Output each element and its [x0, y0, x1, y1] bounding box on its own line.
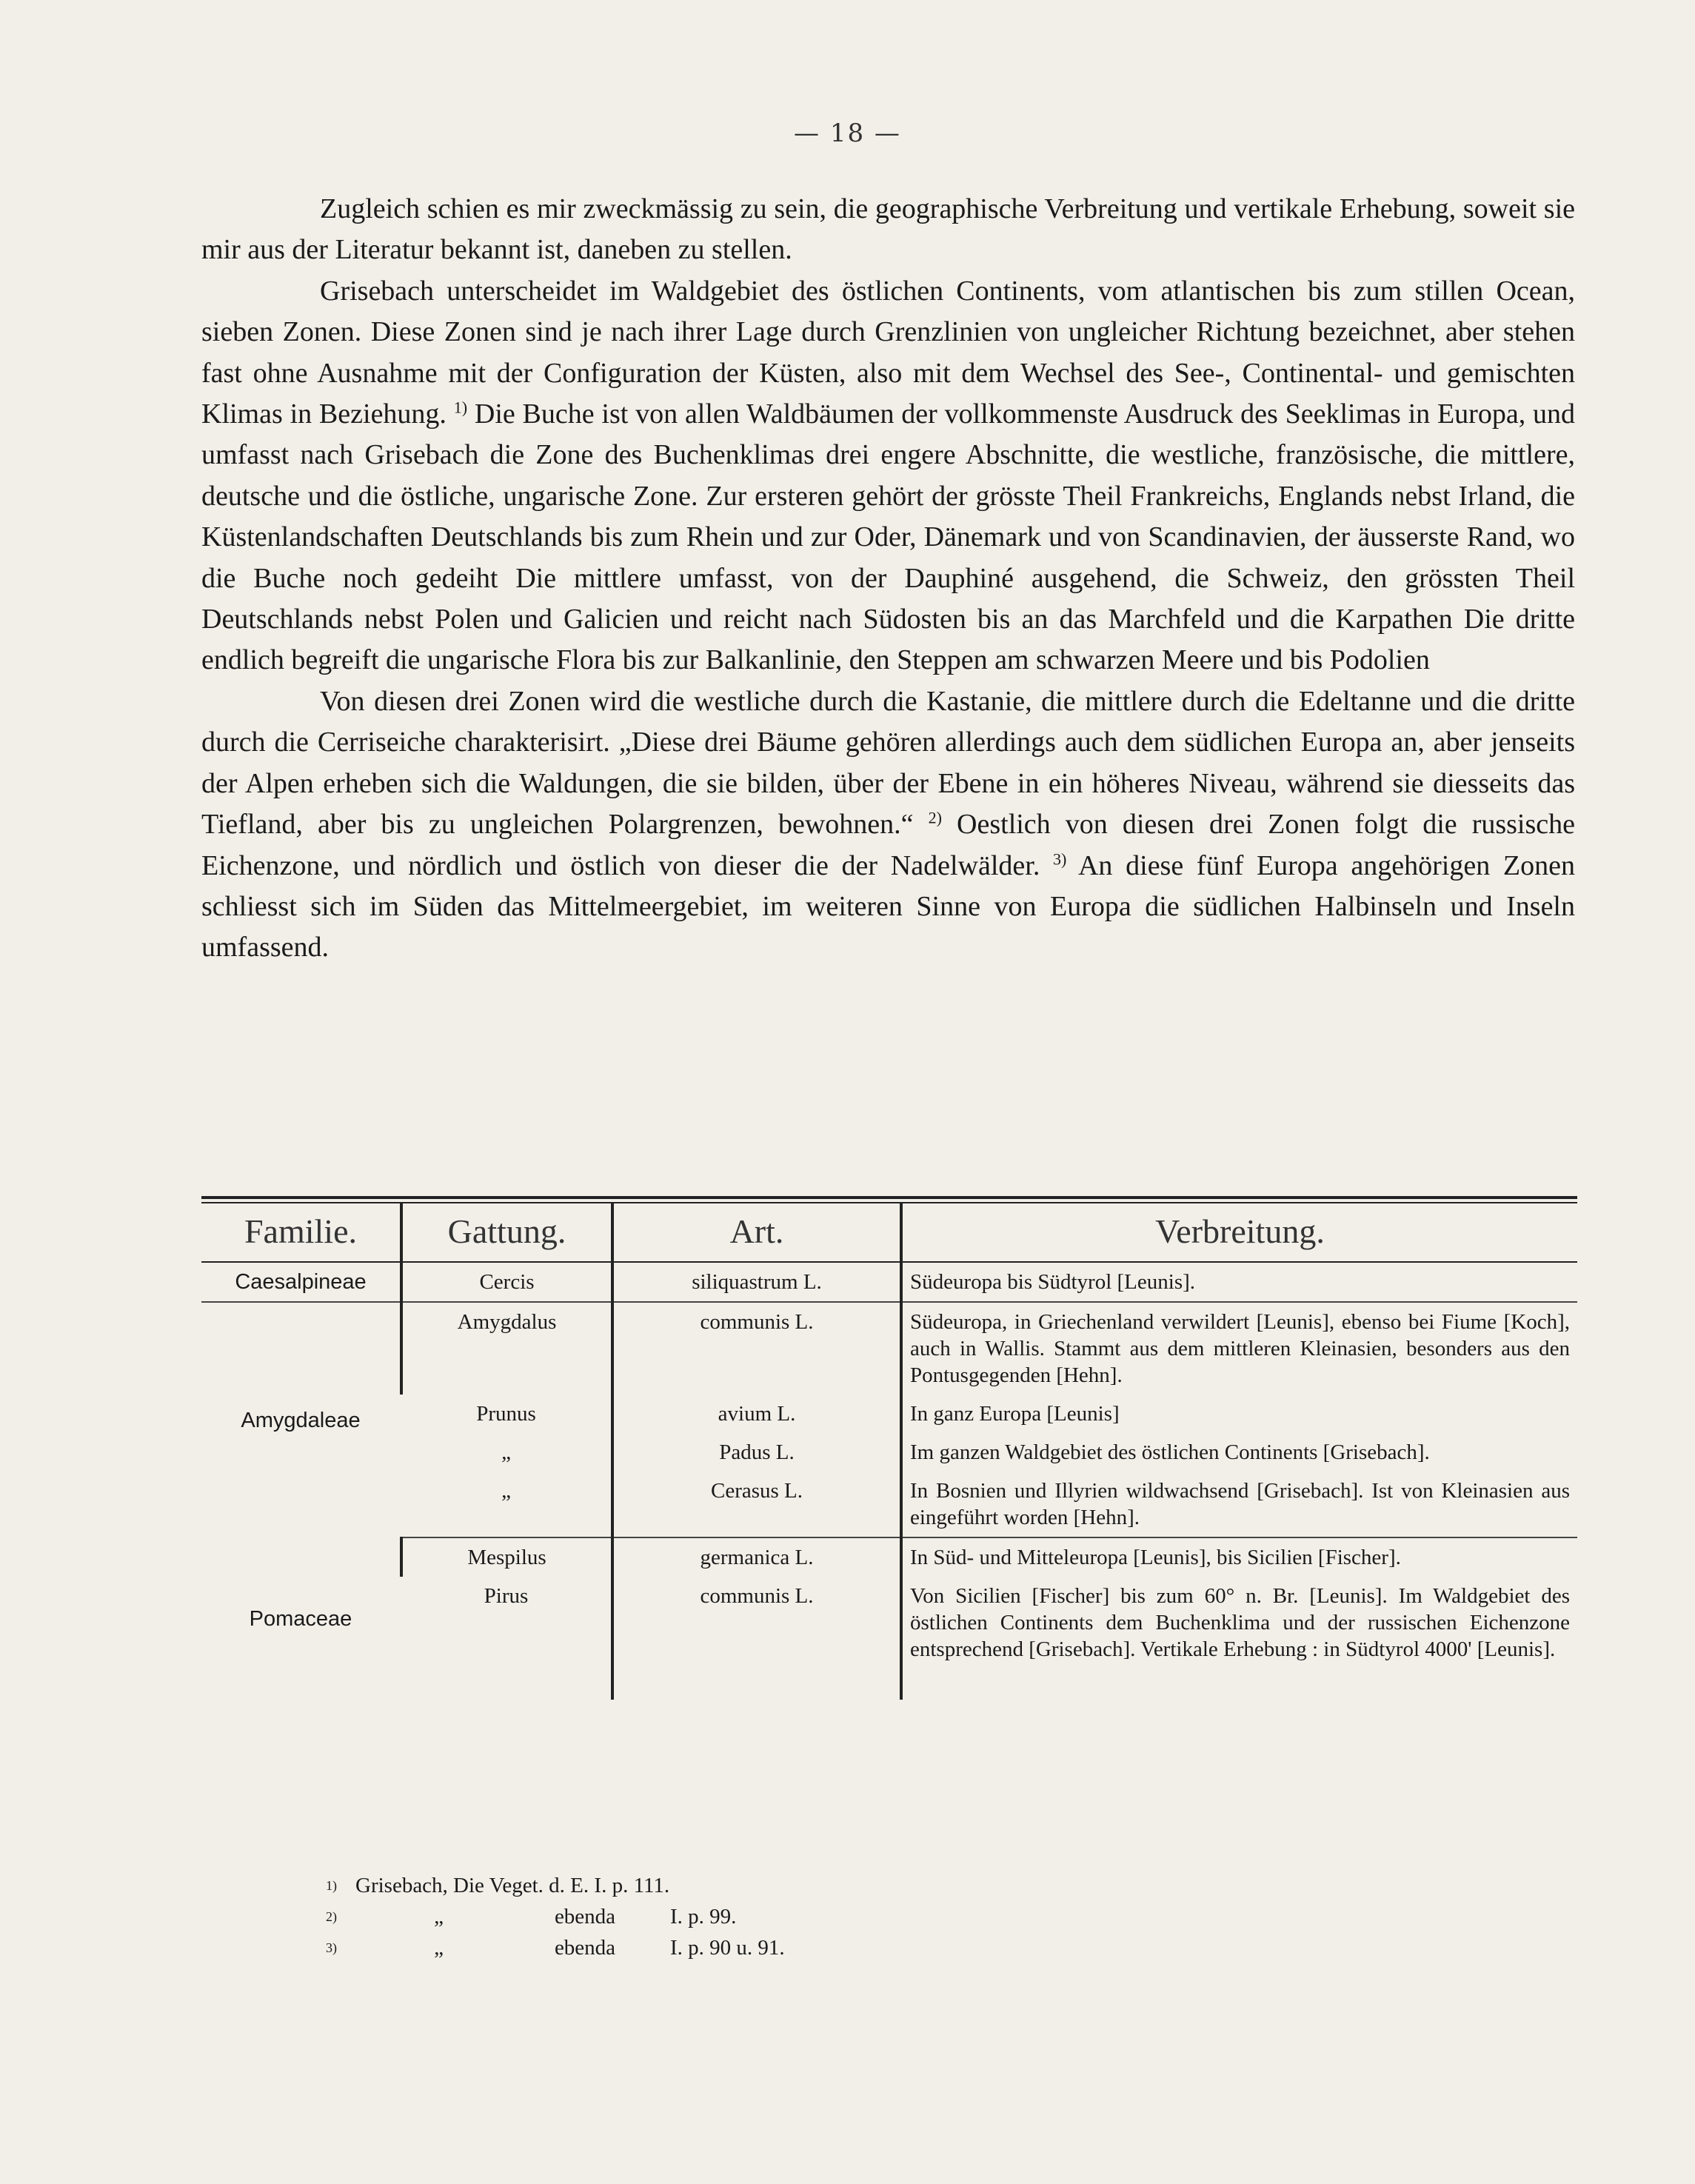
footnote-3: [326, 1932, 1066, 1963]
table-row: [201, 1537, 1577, 1577]
verbreitung-cell: Im ganzen Waldgebiet des östlichen Continents [Grisebach].: [901, 1433, 1577, 1472]
footnote-source: Grisebach, Die Veget. d. E.: [355, 1874, 589, 1897]
art-cell: communis L.: [612, 1577, 901, 1700]
paragraph-3: Von diesen drei Zonen wird die westliche durch die Kastanie, die mittlere durch die Edeltanne und die dritte durch die Cerriseiche charakterisirt. „Diese drei Bäume gehören allerdings auch dem südlichen Europa an, aber jenseits der Alpen erheben sich die Waldungen, die sie bilden, über der Ebene in ein höheres Niveau, während sie diesseits das Tiefland, aber bis zu ungleichen Polargrenzen, bewohnen.“ $^{2)}$ Oestlich von diesen drei Zonen folgt die russische Eichenzone, und nördlich und östlich von dieser die der Nadelwälder. $^{3)}$ An diese fünf Europa angehörigen Zonen schliesst sich im Süden das Mittelmeergebiet, im weiteren Sinne von Europa die südlichen Halbinseln und Inseln umfassend.: [201, 685, 1576, 964]
header-familie: Familie.: [201, 1203, 401, 1262]
body-text: [201, 189, 1575, 969]
verbreitung-cell: Von Sicilien [Fischer] bis zum 60° n. Br. [Leunis]. Im Waldgebiet des östlichen Continents dem Buchenklima und der russischen Eichenzone entsprechend [Grisebach]. Vertikale Erhebung : in Südtyrol 4000' [Leunis].: [901, 1577, 1577, 1700]
distribution-table: [201, 1196, 1577, 1700]
gattung-cell: Prunus: [476, 1402, 536, 1426]
footnote-page: I. p. 99.: [670, 1905, 737, 1928]
verbreitung-cell: Südeuropa, in Griechenland verwildert [Leunis], ebenso bei Fiume [Koch], auch in Wallis. Stammt aus dem mittleren Kleinasien, besonders aus den Pontusgegenden [Hehn].: [901, 1302, 1577, 1395]
page-number: — 18 —: [794, 118, 901, 148]
footnote-ref-2: 2): [928, 808, 942, 827]
table-row: [201, 1262, 1577, 1302]
art-cell: Padus L.: [612, 1433, 901, 1472]
header-gattung: Gattung.: [401, 1203, 612, 1262]
table-top-rule: [201, 1196, 1577, 1203]
gattung-cell: Cercis: [401, 1262, 612, 1302]
header-verbreitung: Verbreitung.: [901, 1203, 1577, 1262]
footnote-number: 1): [326, 1878, 337, 1893]
table-row: [201, 1472, 1577, 1537]
gattung-cell: Pirus: [484, 1584, 529, 1608]
art-cell: avium L.: [612, 1395, 901, 1433]
paragraph-2: Grisebach unterscheidet im Waldgebiet des östlichen Continents, vom atlantischen bis zum stillen Ocean, sieben Zonen. Diese Zonen sind je nach ihrer Lage durch Grenzlinien von ungleicher Richtung bezeichnet, aber stehen fast ohne Ausnahme mit der Configuration der Küsten, also mit dem Wechsel des See-, Continental- und gemischten Klimas in Beziehung. $^{1)}$ Die Buche ist von allen Waldbäumen der vollkommenste Ausdruck des Seeklimas in Europa, und umfasst nach Grisebach die Zone des Buchenklimas drei engere Abschnitte, die westliche, französische, die mittlere, deutsche und die östliche, ungarische Zone. Zur ersteren gehört der grösste Theil Frankreichs, Englands nebst Irland, die Küstenlandschaften Deutschlands bis zum Rhein und zur Oder, Dänemark und von Scandinavien, der äusserste Rand, wo die Buche noch gedeiht Die mittlere umfasst, von der Dauphiné ausgehend, die Schweiz, den grössten Theil Deutschlands nebst Polen und Galicien und reicht nach Südosten bis an das Marchfeld und die Karpathen Die dritte endlich begreift die ungarische Flora bis zur Balkanlinie, den Steppen am schwarzen Meere und bis Podolien: [201, 275, 1575, 676]
art-cell: communis L.: [612, 1302, 901, 1395]
gattung-cell: Amygdalus: [401, 1302, 612, 1395]
table-row: [201, 1302, 1577, 1395]
table-row: [201, 1433, 1577, 1472]
gattung-cell: „: [501, 1440, 511, 1464]
footnote-ditto: „: [434, 1936, 444, 1960]
footnote-1: [326, 1870, 1066, 1901]
footnote-ref-3: 3): [1053, 849, 1067, 868]
gattung-cell: Mespilus: [401, 1537, 612, 1577]
footnote-ref-1: 1): [453, 398, 468, 417]
art-cell: germanica L.: [612, 1537, 901, 1577]
table-row: [201, 1577, 1577, 1700]
familie-cell: Pomaceae: [249, 1606, 352, 1631]
footnote-source: ebenda: [554, 1905, 616, 1928]
verbreitung-cell: Südeuropa bis Südtyrol [Leunis].: [901, 1262, 1577, 1302]
art-cell: Cerasus L.: [612, 1472, 901, 1537]
table-row: [201, 1395, 1577, 1433]
verbreitung-cell: In ganz Europa [Leunis]: [901, 1395, 1577, 1433]
verbreitung-cell: In Bosnien und Illyrien wildwachsend [Grisebach]. Ist von Kleinasien aus eingeführt worden [Hehn].: [901, 1472, 1577, 1537]
footnote-number: 3): [326, 1940, 337, 1955]
art-cell: siliquastrum L.: [612, 1262, 901, 1302]
familie-cell: Caesalpineae: [201, 1262, 401, 1302]
footnote-source: ebenda: [554, 1936, 616, 1960]
gattung-cell: „: [401, 1472, 612, 1537]
footnote-2: [326, 1901, 1066, 1932]
familie-cell: Amygdaleae: [241, 1408, 361, 1432]
verbreitung-cell: In Süd- und Mitteleuropa [Leunis], bis Sicilien [Fischer].: [901, 1537, 1577, 1577]
paragraph-1: Zugleich schien es mir zweckmässig zu sein, die geographische Verbreitung und vertikale Erhebung, soweit sie mir aus der Literatur bekannt ist, daneben zu stellen.: [201, 193, 1575, 266]
footnote-ditto: „: [434, 1905, 444, 1928]
footnote-page: I. p. 111.: [594, 1874, 670, 1897]
header-art: Art.: [612, 1203, 901, 1262]
footnote-page: I. p. 90 u. 91.: [670, 1936, 785, 1960]
table-header-row: [201, 1203, 1577, 1262]
footnote-number: 2): [326, 1909, 337, 1924]
footnotes: [326, 1870, 1066, 1963]
